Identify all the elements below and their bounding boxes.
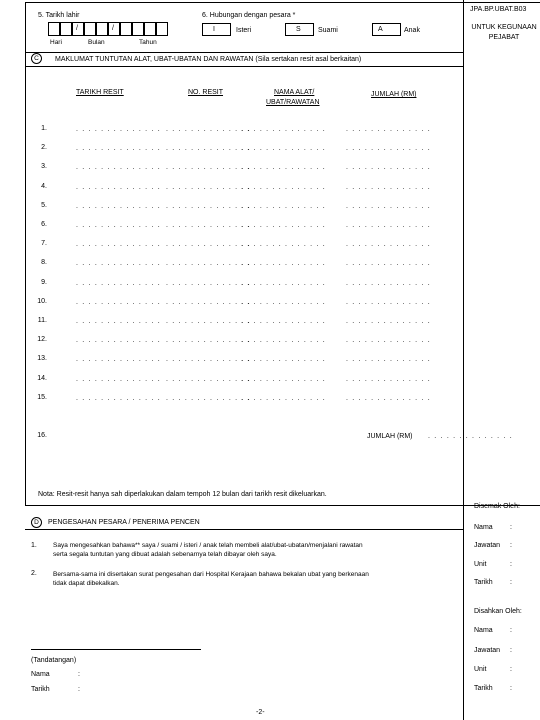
row-number: 12. (37, 336, 47, 343)
amount-field[interactable]: . . . . . . . . . . . . . . (346, 126, 431, 133)
col-receipt-date: TARIKH RESIT (76, 89, 124, 96)
receipt-validity-note: Nota: Resit-resit hanya sah diperlakukan dalam tempoh 12 bulan dari tarikh resit dikeluarkan. (38, 491, 327, 498)
amount-field[interactable]: . . . . . . . . . . . . . . (346, 145, 431, 152)
amount-field[interactable]: . . . . . . . . . . . . . . (346, 318, 431, 325)
dob-sep-box-1 (72, 22, 84, 36)
row-number: 9. (41, 279, 47, 286)
receipt-number-field[interactable]: . . . . . . . . . . . . . . (166, 145, 251, 152)
item-name-field[interactable]: . . . . . . . . . . . . . . (241, 318, 326, 325)
dob-year-box-1[interactable] (120, 22, 132, 36)
checked-date-colon: : (510, 579, 512, 586)
total-label: JUMLAH (RM) (367, 433, 413, 440)
checked-name-colon: : (510, 524, 512, 531)
form-code: JPA.BP.UBAT.B03 (470, 6, 527, 13)
item-name-field[interactable]: . . . . . . . . . . . . . . (241, 376, 326, 383)
receipt-number-field[interactable]: . . . . . . . . . . . . . . (166, 241, 251, 248)
receipt-date-field[interactable]: . . . . . . . . . . . . . . (76, 222, 161, 229)
row-number: 6. (41, 221, 47, 228)
approved-date-colon: : (510, 685, 512, 692)
item-name-field[interactable]: . . . . . . . . . . . . . . (241, 164, 326, 171)
signature-label: (Tandatangan) (31, 657, 77, 664)
col-item-name-1: NAMA ALAT/ (274, 89, 315, 96)
amount-field[interactable]: . . . . . . . . . . . . . . (346, 260, 431, 267)
receipt-date-field[interactable]: . . . . . . . . . . . . . . (76, 376, 161, 383)
checked-date-label: Tarikh (474, 579, 493, 586)
relation-wife-label: Isteri (236, 27, 252, 34)
item-name-field[interactable]: . . . . . . . . . . . . . . (241, 241, 326, 248)
relation-child-checkbox[interactable] (372, 23, 401, 36)
receipt-date-field[interactable]: . . . . . . . . . . . . . . (76, 299, 161, 306)
receipt-number-field[interactable]: . . . . . . . . . . . . . . (166, 299, 251, 306)
receipt-number-field[interactable]: . . . . . . . . . . . . . . (166, 184, 251, 191)
receipt-date-field[interactable]: . . . . . . . . . . . . . . (76, 318, 161, 325)
dob-year-label: Tahun (139, 39, 157, 46)
receipt-number-field[interactable]: . . . . . . . . . . . . . . (166, 318, 251, 325)
amount-field[interactable]: . . . . . . . . . . . . . . (346, 280, 431, 287)
row-number: 15. (37, 394, 47, 401)
amount-field[interactable]: . . . . . . . . . . . . . . (346, 222, 431, 229)
receipt-number-field[interactable]: . . . . . . . . . . . . . . (166, 164, 251, 171)
pensioner-date-label: Tarikh (31, 686, 50, 693)
dob-year-box-3[interactable] (144, 22, 156, 36)
row-number: 5. (41, 202, 47, 209)
office-use-label-1: UNTUK KEGUNAAN (471, 24, 537, 31)
item-name-field[interactable]: . . . . . . . . . . . . . . (241, 126, 326, 133)
left-border (25, 2, 26, 505)
receipt-number-field[interactable]: . . . . . . . . . . . . . . (166, 356, 251, 363)
section-c-bottom-line (25, 505, 540, 506)
amount-field[interactable]: . . . . . . . . . . . . . . (346, 376, 431, 383)
section-d-title-line (25, 529, 463, 530)
receipt-date-field[interactable]: . . . . . . . . . . . . . . (76, 356, 161, 363)
dob-day-box-2[interactable] (60, 22, 72, 36)
relation-wife-checkbox[interactable] (202, 23, 231, 36)
item-name-field[interactable]: . . . . . . . . . . . . . . (241, 337, 326, 344)
declaration-1-number: 1. (31, 542, 37, 549)
row-number: 11. (37, 317, 47, 324)
dob-year-box-4[interactable] (156, 22, 168, 36)
dob-sep-1: / (76, 25, 78, 32)
item-name-field[interactable]: . . . . . . . . . . . . . . (241, 184, 326, 191)
approved-position-colon: : (510, 647, 512, 654)
relation-child-code: A (378, 26, 383, 33)
row-number: 13. (37, 355, 47, 362)
section-c-marker: C (31, 53, 42, 64)
col-receipt-number: NO. RESIT (188, 89, 224, 96)
approved-position-label: Jawatan (474, 647, 501, 654)
amount-field[interactable]: . . . . . . . . . . . . . . (346, 299, 431, 306)
approved-name-colon: : (510, 627, 512, 634)
receipt-date-field[interactable]: . . . . . . . . . . . . . . (76, 126, 161, 133)
relation-child-label: Anak (404, 27, 420, 34)
item-name-field[interactable]: . . . . . . . . . . . . . . (241, 395, 326, 402)
dob-sep-box-2 (108, 22, 120, 36)
receipt-number-field[interactable]: . . . . . . . . . . . . . . (166, 203, 251, 210)
receipt-date-field[interactable]: . . . . . . . . . . . . . . (76, 337, 161, 344)
approved-by-label: Disahkan Oleh: (474, 608, 522, 615)
row-number: 2. (41, 144, 47, 151)
total-amount-field[interactable]: . . . . . . . . . . . . . . (428, 433, 513, 440)
amount-field[interactable]: . . . . . . . . . . . . . . (346, 184, 431, 191)
dob-day-box-1[interactable] (48, 22, 60, 36)
signature-line[interactable] (31, 649, 201, 650)
declaration-2-number: 2. (31, 570, 37, 577)
receipt-date-field[interactable]: . . . . . . . . . . . . . . (76, 395, 161, 402)
row-number: 10. (37, 298, 47, 305)
pensioner-name-label: Nama (31, 671, 50, 678)
relation-husband-label: Suami (318, 27, 338, 34)
checked-unit-colon: : (510, 561, 512, 568)
row-number: 8. (41, 259, 47, 266)
relation-wife-code: I (213, 26, 215, 33)
section-c-title-line (25, 66, 463, 67)
receipt-number-field[interactable]: . . . . . . . . . . . . . . (166, 126, 251, 133)
item-name-field[interactable]: . . . . . . . . . . . . . . (241, 299, 326, 306)
row-number: 3. (41, 163, 47, 170)
item-name-field[interactable]: . . . . . . . . . . . . . . (241, 222, 326, 229)
receipt-date-field[interactable]: . . . . . . . . . . . . . . (76, 145, 161, 152)
checked-position-colon: : (510, 542, 512, 549)
receipt-number-field[interactable]: . . . . . . . . . . . . . . (166, 337, 251, 344)
section-d-marker: D (31, 517, 42, 528)
approved-unit-colon: : (510, 666, 512, 673)
pensioner-name-colon: : (78, 671, 80, 678)
checked-by-label: Disemak Oleh: (474, 503, 520, 510)
row-number: 7. (41, 240, 47, 247)
receipt-number-field[interactable]: . . . . . . . . . . . . . . (166, 376, 251, 383)
pensioner-date-colon: : (78, 686, 80, 693)
declaration-1-line-1: Saya mengesahkan bahawa** saya / suami / isteri / anak telah membeli alat/ubat-ubatan/menjalani rawatan (53, 542, 363, 549)
receipt-date-field[interactable]: . . . . . . . . . . . . . . (76, 184, 161, 191)
receipt-date-field[interactable]: . . . . . . . . . . . . . . (76, 164, 161, 171)
section-c-top-line (25, 52, 463, 53)
dob-day-label: Hari (50, 39, 62, 46)
dob-year-box-2[interactable] (132, 22, 144, 36)
col-amount: JUMLAH (RM) (371, 91, 417, 98)
amount-field[interactable]: . . . . . . . . . . . . . . (346, 337, 431, 344)
receipt-date-field[interactable]: . . . . . . . . . . . . . . (76, 280, 161, 287)
section-c-title: MAKLUMAT TUNTUTAN ALAT, UBAT-UBATAN DAN RAWATAN (Sila sertakan resit asal berkaitan) (55, 56, 362, 63)
section-d-title: PENGESAHAN PESARA / PENERIMA PENCEN (48, 519, 200, 526)
item-name-field[interactable]: . . . . . . . . . . . . . . (241, 203, 326, 210)
dob-sep-2: / (112, 25, 114, 32)
top-border (25, 2, 540, 3)
relation-husband-checkbox[interactable] (285, 23, 314, 36)
approved-name-label: Nama (474, 627, 493, 634)
dob-month-box-2[interactable] (96, 22, 108, 36)
dob-label: 5. Tarikh lahir (38, 12, 80, 19)
amount-field[interactable]: . . . . . . . . . . . . . . (346, 241, 431, 248)
amount-field[interactable]: . . . . . . . . . . . . . . (346, 356, 431, 363)
checked-position-label: Jawatan (474, 542, 501, 549)
relation-label: 6. Hubungan dengan pesara * (202, 12, 296, 19)
total-row-number: 16. (37, 432, 47, 439)
col-item-name-2: UBAT/RAWATAN (266, 99, 320, 106)
amount-field[interactable]: . . . . . . . . . . . . . . (346, 203, 431, 210)
relation-husband-code: S (296, 26, 301, 33)
receipt-number-field[interactable]: . . . . . . . . . . . . . . (166, 280, 251, 287)
receipt-number-field[interactable]: . . . . . . . . . . . . . . (166, 260, 251, 267)
row-number: 1. (41, 125, 47, 132)
receipt-number-field[interactable]: . . . . . . . . . . . . . . (166, 222, 251, 229)
checked-unit-label: Unit (474, 561, 487, 568)
declaration-2-line-1: Bersama-sama ini disertakan surat pengesahan dari Hospital Kerajaan bahawa bekalan ubat yang berkenaan (53, 571, 369, 578)
dob-month-box-1[interactable] (84, 22, 96, 36)
declaration-2-line-2: tidak dapat dibekalkan. (53, 580, 120, 587)
item-name-field[interactable]: . . . . . . . . . . . . . . (241, 280, 326, 287)
approved-date-label: Tarikh (474, 685, 493, 692)
row-number: 14. (37, 375, 47, 382)
row-number: 4. (41, 183, 47, 190)
dob-month-label: Bulan (88, 39, 105, 46)
amount-field[interactable]: . . . . . . . . . . . . . . (346, 164, 431, 171)
receipt-number-field[interactable]: . . . . . . . . . . . . . . (166, 395, 251, 402)
approved-unit-label: Unit (474, 666, 487, 673)
receipt-date-field[interactable]: . . . . . . . . . . . . . . (76, 241, 161, 248)
receipt-date-field[interactable]: . . . . . . . . . . . . . . (76, 260, 161, 267)
page-number: -2- (256, 709, 265, 716)
declaration-1-line-2: serta segala tuntutan yang dibuat adalah sebenarnya telah dibayar oleh saya. (53, 551, 277, 558)
item-name-field[interactable]: . . . . . . . . . . . . . . (241, 145, 326, 152)
item-name-field[interactable]: . . . . . . . . . . . . . . (241, 260, 326, 267)
item-name-field[interactable]: . . . . . . . . . . . . . . (241, 356, 326, 363)
office-column-divider (463, 0, 464, 720)
amount-field[interactable]: . . . . . . . . . . . . . . (346, 395, 431, 402)
office-use-label-2: PEJABAT (488, 34, 520, 41)
receipt-date-field[interactable]: . . . . . . . . . . . . . . (76, 203, 161, 210)
checked-name-label: Nama (474, 524, 493, 531)
